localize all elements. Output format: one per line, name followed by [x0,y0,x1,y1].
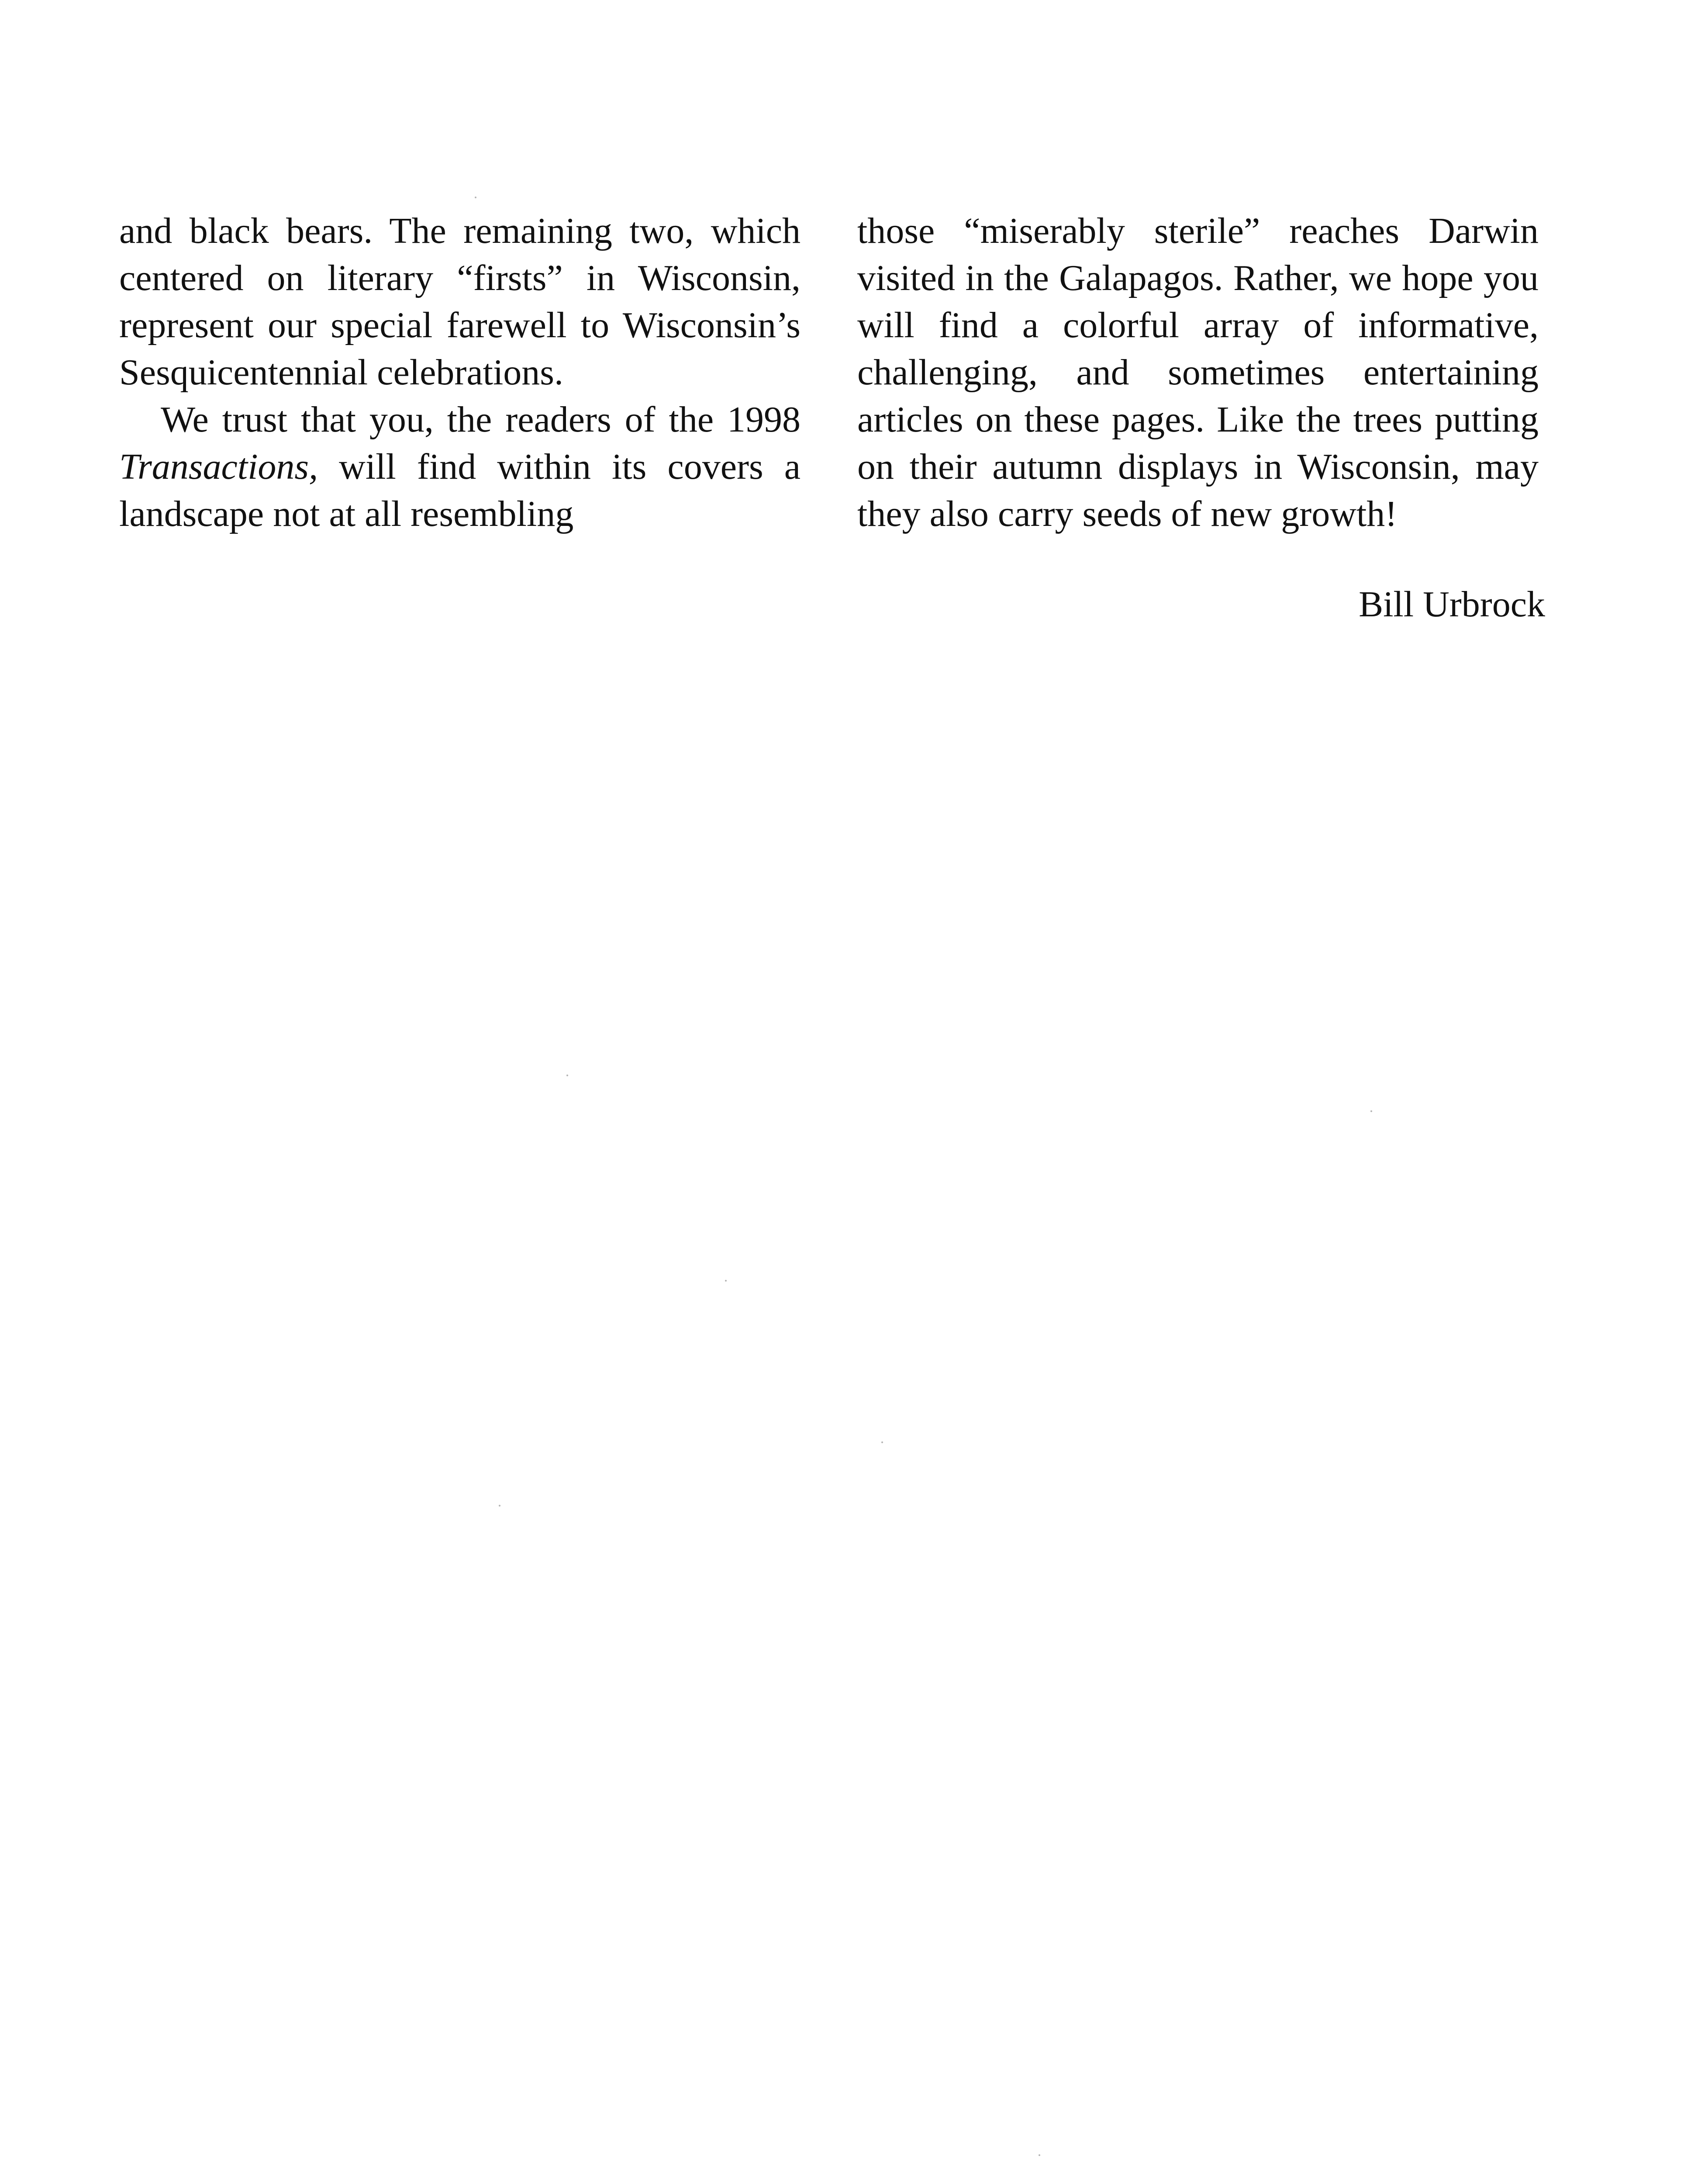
right-paragraph: those “miserably sterile” reaches Darwin visited in the Galapagos. Rather, we hope you will find a colorful array of informative, challenging, and sometimes entertaining articles on these pages. Like the trees putting on their autumn displays in Wisconsin, may they also carry seeds of new growth! [857,211,1539,534]
scan-speck [475,197,476,198]
scan-speck [1370,1110,1372,1112]
scan-speck [566,1075,568,1076]
left-paragraph-1: and black bears. The remaining two, which centered on literary “firsts” in Wisconsin, represent our special farewell to Wisconsin’s Sesquicentennial celebrations. [119,211,801,393]
left-text-column [119,207,801,538]
left-paragraph-2-text-end: will find within its covers a landscape not at all resembling [119,446,801,534]
left-paragraph-2 [119,396,801,538]
right-text-column [857,207,1539,538]
transactions-title: Transactions, [119,446,318,487]
scan-speck [499,1505,500,1507]
author-signature: Bill Urbrock [1359,584,1545,625]
left-paragraph-2-text-start: We trust that you, the readers of the 1998 [161,399,801,440]
scan-speck [881,1441,883,1443]
scan-speck [1039,2154,1040,2156]
scan-speck [725,1280,727,1282]
